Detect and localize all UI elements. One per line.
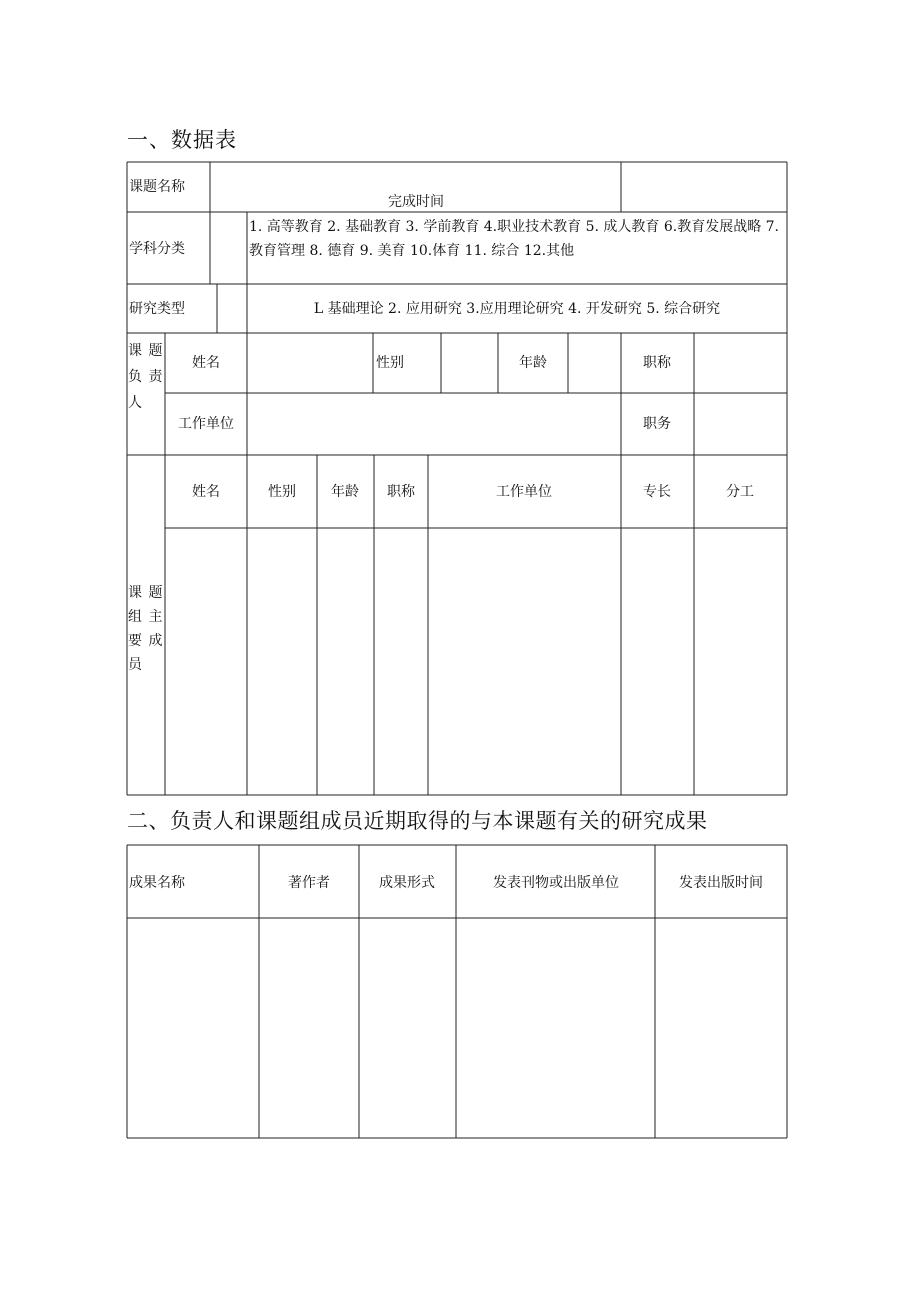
members-col-work-unit: 工作单位 (496, 484, 552, 500)
leader-position-label: 职务 (643, 416, 671, 432)
results-col-date: 发表出版时间 (679, 875, 763, 891)
results-col-name: 成果名称 (129, 875, 185, 891)
members-section-label: 课 题 组 主 要 成 员 (128, 585, 164, 673)
completion-time-label: 完成时间 (388, 194, 444, 210)
research-type-label: 研究类型 (129, 301, 185, 317)
members-col-specialty: 专长 (643, 484, 671, 500)
members-col-title: 职称 (387, 484, 415, 500)
section1-title: 一、数据表 (127, 128, 237, 152)
leader-name-label: 姓名 (192, 355, 220, 371)
research-type-options: L 基础理论 2. 应用研究 3.应用理论研究 4. 开发研究 5. 综合研究 (313, 301, 721, 317)
leader-gender-label: 性别 (376, 355, 404, 371)
section2-title: 二、负责人和课题组成员近期取得的与本课题有关的研究成果 (127, 809, 708, 833)
members-col-name: 姓名 (192, 484, 220, 500)
results-col-form: 成果形式 (379, 875, 435, 891)
members-col-division: 分工 (726, 484, 754, 500)
results-col-author: 著作者 (288, 875, 330, 891)
topic-name-label: 课题名称 (129, 179, 185, 195)
leader-age-label: 年龄 (519, 355, 547, 371)
members-col-gender: 性别 (268, 484, 296, 500)
members-col-age: 年龄 (331, 484, 359, 500)
leader-work-unit-label: 工作单位 (178, 416, 234, 432)
leader-title-label: 职称 (643, 355, 671, 371)
discipline-options: 1. 高等教育 2. 基础教育 3. 学前教育 4.职业技术教育 5. 成人教育 6.教育发展战略 7.教育管理 8. 德育 9. 美育 10.体育 11. 综合 12.其他 (249, 219, 780, 259)
leader-section-label: 课 题 负 责 人 (128, 343, 164, 411)
results-col-publisher: 发表刊物或出版单位 (493, 875, 619, 891)
discipline-label: 学科分类 (129, 241, 185, 257)
